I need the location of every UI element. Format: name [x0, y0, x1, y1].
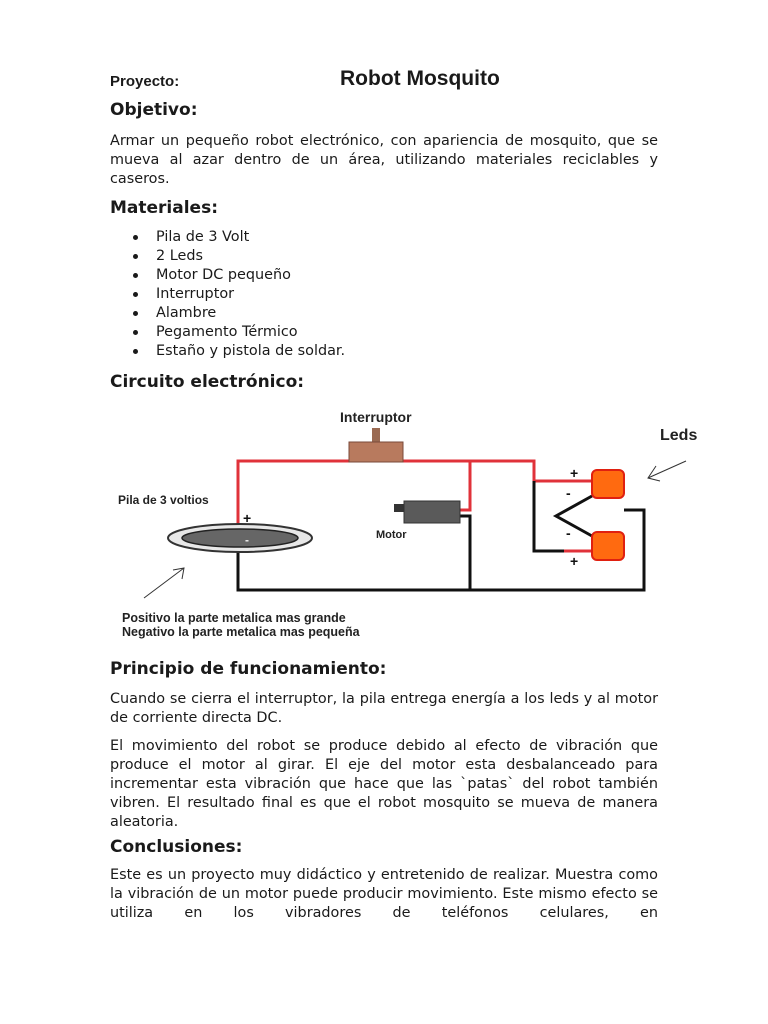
project-label: Proyecto:: [110, 73, 180, 90]
list-item: Motor DC pequeño: [110, 266, 345, 285]
black-wire-leds: [534, 481, 564, 551]
conclusiones-heading: Conclusiones:: [110, 837, 243, 857]
switch-body: [349, 442, 403, 462]
label-battery-minus: -: [245, 533, 249, 547]
list-item: Estaño y pistola de soldar.: [110, 342, 345, 361]
objetivo-heading: Objetivo:: [110, 100, 198, 120]
principio-section: [110, 690, 658, 832]
label-led-bottom-minus: -: [566, 525, 571, 541]
circuit-diagram: [108, 398, 698, 646]
principio-heading: Principio de funcionamiento:: [110, 659, 387, 679]
arrow-leds-icon: [648, 461, 686, 481]
switch-knob: [372, 428, 380, 442]
led-bottom: [592, 532, 624, 560]
label-led-top-plus: +: [570, 465, 579, 481]
red-wire-motor: [460, 461, 470, 510]
label-led-bottom-plus: +: [570, 553, 579, 569]
materiales-heading: Materiales:: [110, 198, 219, 218]
led-top: [592, 470, 624, 498]
note-positive: Positivo la parte metalica mas grande: [122, 611, 346, 625]
motor-body: [404, 501, 460, 523]
list-item: 2 Leds: [110, 247, 345, 266]
black-wire-motor: [460, 516, 470, 590]
list-item: Pila de 3 Volt: [110, 228, 345, 247]
circuit-svg: [108, 398, 698, 646]
list-item: Interruptor: [110, 285, 345, 304]
label-led-top-minus: -: [566, 485, 571, 501]
circuito-heading: Circuito electrónico:: [110, 372, 305, 392]
black-wire-led-cross1: [556, 496, 592, 536]
list-item: Pegamento Térmico: [110, 323, 345, 342]
conclusiones-text: Este es un proyecto muy didáctico y entretenido de realizar. Muestra como la vibración de un motor puede producir movimiento. Este mismo efecto se utiliza en los vibradores de teléfonos celulares, en: [110, 867, 658, 921]
arrow-battery-icon: [144, 568, 184, 598]
label-battery-plus: +: [243, 510, 252, 526]
objetivo-text: Armar un pequeño robot electrónico, con apariencia de mosquito, que se mueva al azar dentro de un área, utilizando materiales reciclables y caseros.: [110, 133, 658, 187]
note-negative: Negativo la parte metalica mas pequeña: [122, 625, 360, 639]
label-pila: Pila de 3 voltios: [118, 493, 209, 507]
objetivo-section: [110, 132, 658, 189]
page-title: Robot Mosquito: [340, 67, 500, 90]
motor-shaft: [394, 504, 404, 512]
materials-list: [110, 228, 345, 361]
conclusiones-section: [110, 866, 658, 923]
battery-inner: [182, 529, 298, 547]
list-item: Alambre: [110, 304, 345, 323]
principio-p1: Cuando se cierra el interruptor, la pila entrega energía a los leds y al motor de corriente directa DC.: [110, 691, 658, 726]
label-motor: Motor: [376, 529, 407, 541]
label-interruptor: Interruptor: [340, 409, 412, 425]
principio-p2: El movimiento del robot se produce debido al efecto de vibración que produce el motor al girar. El eje del motor esta desbalanceado para incrementar esta vibración que hace que las `patas` del robot también vibren. El resultado final es que el robot mosquito se mueva de manera aleatoria.: [110, 738, 658, 830]
label-leds: Leds: [660, 427, 698, 444]
